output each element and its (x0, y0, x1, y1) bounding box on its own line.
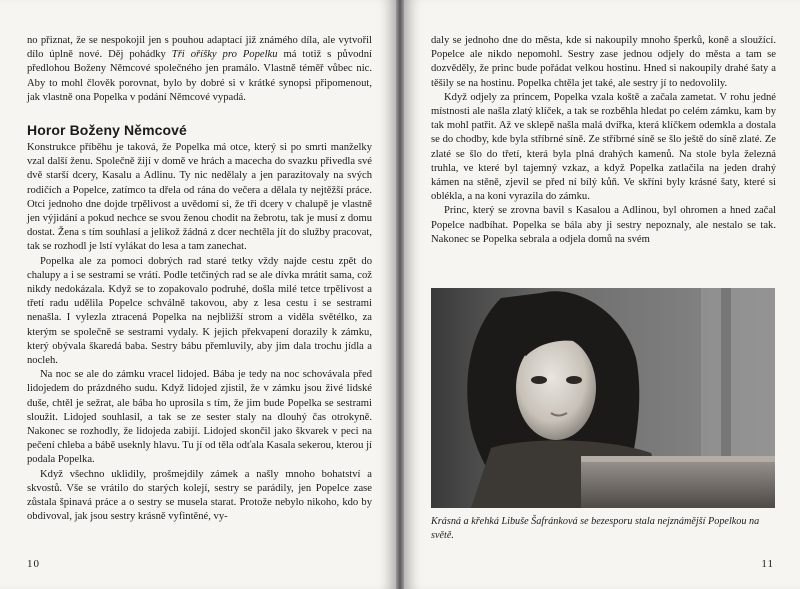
paragraph: daly se jednoho dne do města, kde si nakoupily mnoho šperků, koně a sloužící. Popelce ale nikdo nepomohl. Sestry zase jednou odjely do města a tam se dozvěděly, že princ bude pořádat velkou hostinu. Hned si nakoupily drahé šaty a těšily se na hostinu. Popelka chtěla jet také, ale sestry jí to nedovolily. (431, 35, 776, 89)
left-page (0, 0, 396, 589)
paragraph: Popelka ale za pomoci dobrých rad staré tetky vždy najde cestu zpět do chalupy a i se sestrami se vrátí. Podle tetčiných rad se ale dívka mrátit sama, což nikdy nedokázala. Když se to zopakovalo podruhé, došla milé tetce trpělivost a třetí radu udělila Popelce schválně takovou, aby z lesa cestu i se sestrami nenašla. I vylezla ztracená Popelka na nejbližší strom a viděla světélko, za kterým se společně se sestrami vydaly. K jejich překvapení dorazily k zámku, který obývala škaredá baba. Sestry bábu přemluvily, aby jim dala trochu jídla a nocleh. (27, 255, 372, 367)
intro-paragraph: no přiznat, že se nespokojil jen s pouhou adaptací již známého díla, ale vytvořil dílo úplně nové. Děj pohádky Tři oříšky pro Popelku má totiž s původní předlohou Boženy Němcové společného jen pramálo. Vlastně téměř vůbec nic. Aby to mohl člověk porovnat, bylo by dobré si v krátké synopsi připomenout, jak vlastně ona Popelka v podání Němcové vypadá. (27, 35, 372, 103)
right-page-text (431, 34, 776, 247)
paragraph: Konstrukce příběhu je taková, že Popelka má otce, který si po smrti manželky vzal další ženu. Společně žijí v domě ve hrách a macecha do svazku přivedla své dvě starší dcery, Kasalu a Adlinu. Ty nic nedělaly a jen parazitovaly na svých rodičích a Popelce, zatímco ta dřela od rána do večera a dělala ty nejtěžší práce. Otci jednoho dne dojde trpělivost a uvědomí si, že tři dcery v chalupě je vlastně jen výjidání a pokud nechce se svou ženou chodit na žebrotu, tak je musí z domu dostat. Žena s tím souhlasí a jelikož žádná z dcer nechtěla jít do služby pracovat, tak se rozhodl je lstí vylákat do lesa a tam zanechat. (27, 142, 372, 253)
paragraph: Když odjely za princem, Popelka vzala koště a začala zametat. V rohu jedné místnosti ale našla zlatý klíček, a tak se rozběhla hledat po celém zámku, kam by tak mohl patřit. Až ve sklepě našla malá dvířka, která klíčkem odemkla a dostala se do chodby, kde byla stříbrné síně. Ze stříbrné síně se šlo ještě do síně zlaté. Ze zlaté se šlo do třetí, která byla plná drahých kamenů. Na stole byla železná truhla, ve které byl tajemný vzkaz, a když Popelka zatlačila na jeden drahý kámen na stěně, zjevil se před ní bílý kůň. Ve skříni byly krásné šaty, které si oblékla, a na koni vyrazila do zámku. (431, 91, 776, 203)
page-number: 11 (761, 558, 774, 570)
film-still-photo (431, 288, 775, 508)
photo-illustration (431, 288, 775, 508)
right-page (404, 0, 800, 589)
page-number: 10 (27, 558, 40, 570)
photo-caption: Krásná a křehká Libuše Šafránková se bezesporu stala nejznámější Popelkou na světě. (431, 516, 760, 541)
left-page-text (27, 34, 372, 525)
paragraph: Na noc se ale do zámku vracel lidojed. Bába je tedy na noc schovávala před lidojedem do prázdného sudu. Když lidojed zjistil, že v zámku jsou živé lidské duše, chtěl je sežrat, ale bába ho uprosila s tím, že jim bude Popelka se sestrami sloužit. Lidojed souhlasil, a tak se ze sester staly na dlouhý čas otrokyně. Nakonec se rozhodly, že lidojeda zabijí. Lidojed skončil jako škvarek v peci na pečení chleba a bábě useknly hlavu. Tu jí od těla odťala Kasala sekerou, kterou jí podala Popelka. (27, 369, 372, 466)
paragraph: Když všechno uklidily, prošmejdily zámek a našly mnoho bohatství a skvostů. Vše se vrátilo do starých kolejí, sestry se parádily, jen Popelce zase zůstala špinavá práce a o sestry se musela starat. Protože nebylo nikoho, kdo by obdivoval, jak jsou sestry krásně vyfintěné, vy- (27, 468, 372, 523)
paragraph: Princ, který se zrovna bavil s Kasalou a Adlinou, byl ohromen a hned začal Popelce nadbíhat. Popelka se bála aby ji sestry nepoznaly, ale nestalo se tak. Nakonec se Popelka sebrala a odjela domů na svém (431, 205, 776, 245)
book-gutter (396, 0, 404, 589)
film-title: Tři oříšky pro Popelku (171, 49, 278, 61)
section-heading: Horor Boženy Němcové (27, 122, 187, 139)
